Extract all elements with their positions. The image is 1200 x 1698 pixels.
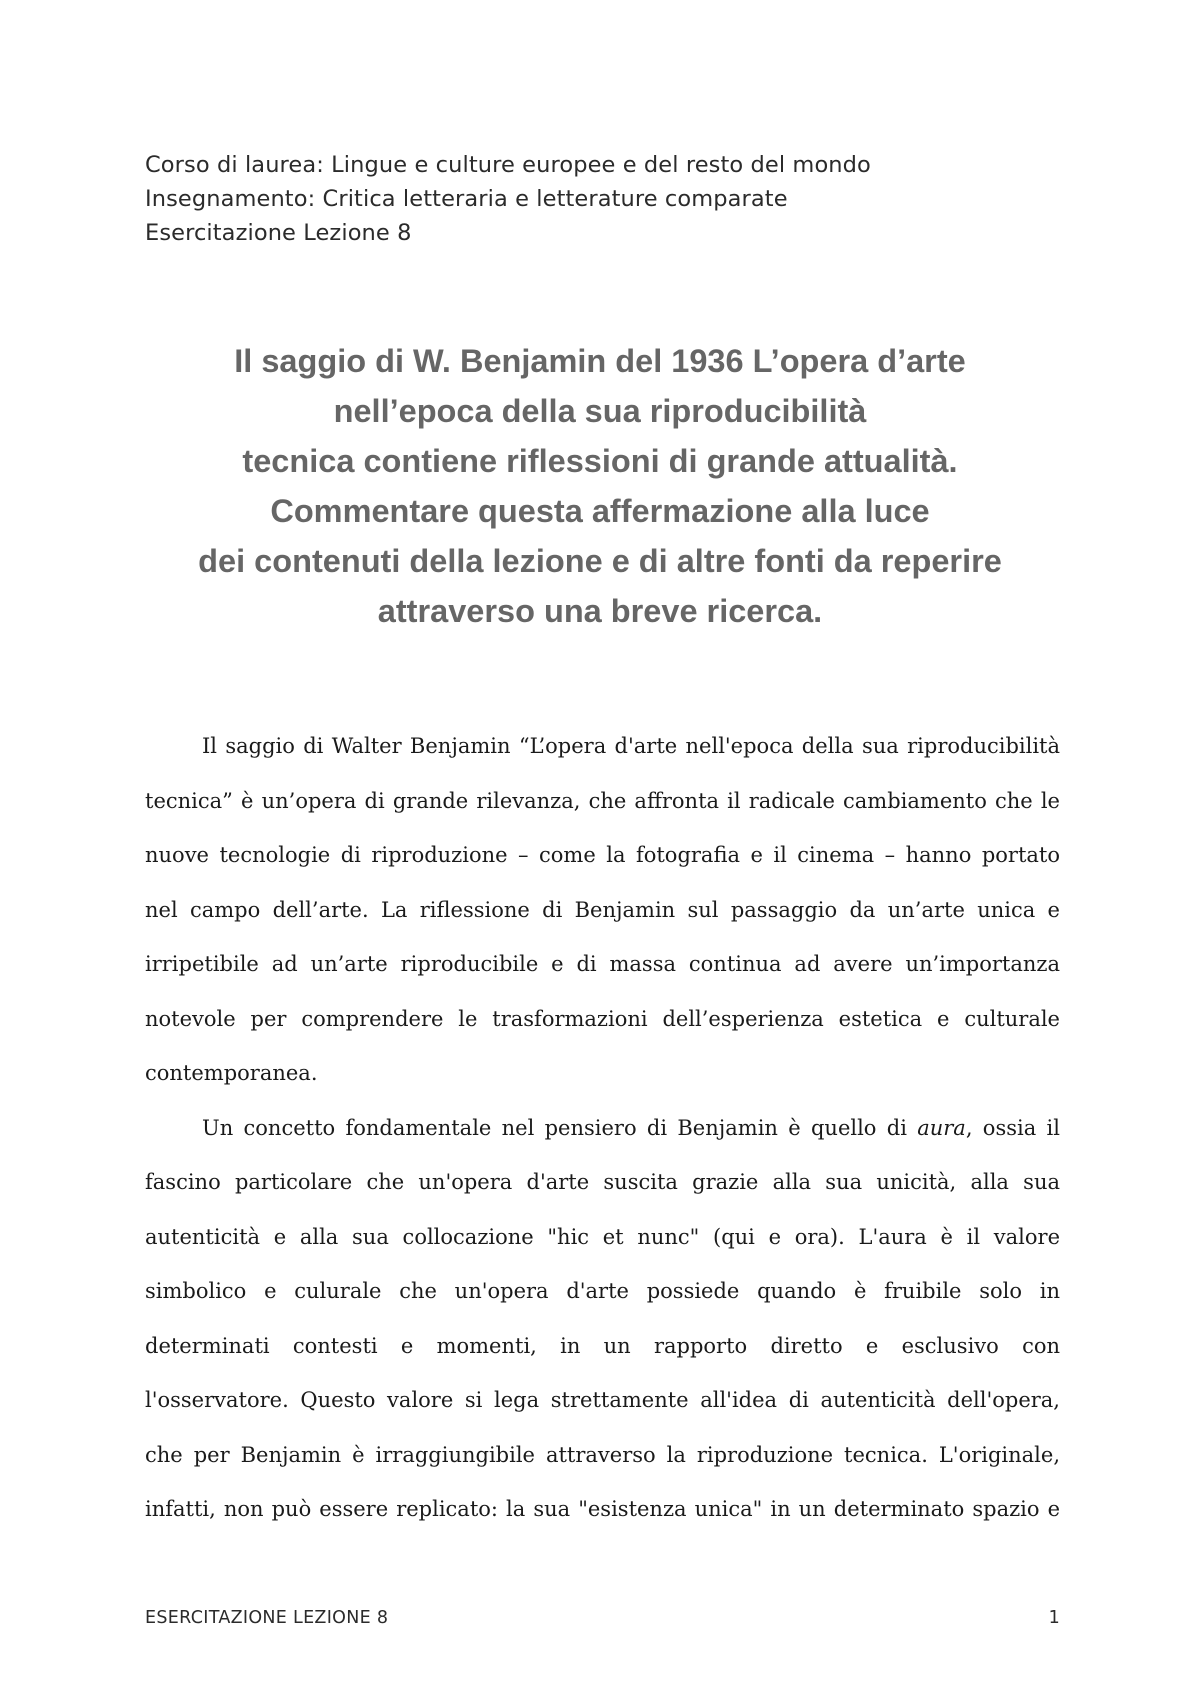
- text-line: nel campo dell’arte. La riflessione di Benjamin sul passaggio da un’arte unica e: [145, 897, 1060, 922]
- italic-term-aura: aura: [917, 1115, 966, 1140]
- title-line: Commentare questa affermazione alla luce: [270, 493, 930, 529]
- text-line: simbolico e culurale che un'opera d'arte possiede quando è fruibile solo in: [145, 1279, 1060, 1303]
- footer-title: ESERCITAZIONE LEZIONE 8: [145, 1608, 389, 1628]
- document-header: [145, 148, 1105, 250]
- text-line: Il saggio di Walter Benjamin “L’opera d'arte nell'epoca della sua riproducibilità: [202, 734, 1060, 758]
- text-line: nuove tecnologie di riproduzione – come la fotografia e il cinema – hanno portato: [145, 843, 1060, 867]
- text-line: notevole per comprendere le trasformazioni dell’esperienza estetica e culturale: [145, 1006, 1060, 1031]
- text-fragment: Un concetto fondamentale nel pensiero di Benjamin è quello di: [202, 1115, 918, 1140]
- text-line: irripetibile ad un’arte riproducibile e di massa continua ad avere un’importanza: [145, 952, 1060, 976]
- title-line: nell’epoca della sua riproducibilità: [333, 393, 867, 429]
- exercise-line: Esercitazione Lezione 8: [145, 220, 412, 246]
- text-line: autenticità e alla sua collocazione "hic et nunc" (qui e ora). L'aura è il valore: [145, 1224, 1060, 1249]
- page-number: 1: [1048, 1608, 1060, 1628]
- body-text: [145, 719, 1060, 1537]
- text-line: infatti, non può essere replicato: la sua "esistenza unica" in un determinato spazio e: [145, 1497, 1060, 1521]
- subject-line: Insegnamento: Critica letteraria e letterature comparate: [145, 186, 788, 212]
- paragraph-1: [145, 719, 1060, 1101]
- text-line: determinati contesti e momenti, in un rapporto diretto e esclusivo con: [145, 1333, 1060, 1358]
- title-line: dei contenuti della lezione e di altre fonti da reperire: [198, 543, 1002, 579]
- title-line: tecnica contiene riflessioni di grande attualità.: [242, 443, 958, 479]
- text-line: tecnica” è un’opera di grande rilevanza, che affronta il radicale cambiamento che le: [145, 788, 1060, 813]
- text-line: [145, 1101, 1060, 1156]
- assignment-title: [130, 336, 1070, 636]
- text-line: contemporanea.: [145, 1061, 318, 1085]
- text-line: che per Benjamin è irraggiungibile attraverso la riproduzione tecnica. L'originale,: [145, 1442, 1060, 1467]
- text-line: l'osservatore. Questo valore si lega strettamente all'idea di autenticità dell'opera,: [145, 1388, 1060, 1412]
- text-line: fascino particolare che un'opera d'arte suscita grazie alla sua unicità, alla sua: [145, 1170, 1060, 1194]
- page-footer: [145, 1608, 1060, 1628]
- text-fragment: , ossia il: [965, 1115, 1060, 1140]
- title-line: Il saggio di W. Benjamin del 1936 L’opera d’arte: [234, 343, 966, 379]
- paragraph-2: [145, 1101, 1060, 1537]
- title-line: attraverso una breve ricerca.: [377, 593, 823, 629]
- course-line: Corso di laurea: Lingue e culture europee e del resto del mondo: [145, 152, 871, 178]
